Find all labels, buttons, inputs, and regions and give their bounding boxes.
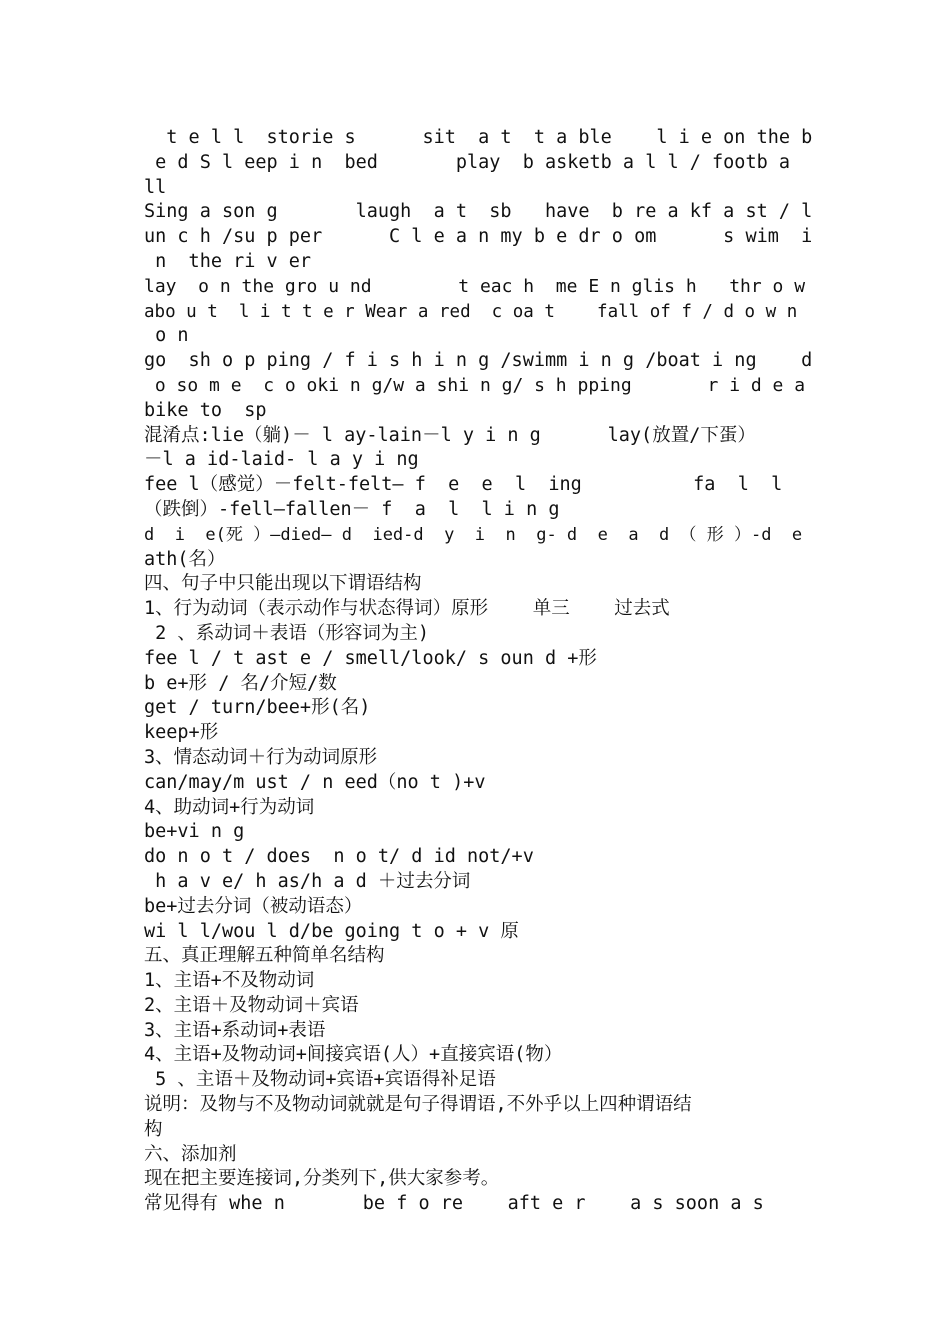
text-line: 构 [144,1118,163,1140]
text-line: 3、主语+系动词+表语 [144,1019,326,1041]
text-line: －l a id-laid- l a y i ng [144,449,419,471]
text-line: keep+形 [144,722,219,744]
text-line: o so m e c o oki n g/w a shi n g/ s h pping r i d e a [144,374,806,396]
text-line: wi l l/wou l d/be going t o + v 原 [144,920,519,942]
text-line: o n [144,325,189,347]
text-line: bike to sp [144,399,267,421]
document-page [144,126,812,1217]
text-line: ll [144,176,167,198]
text-line: 4、助动词+行为动词 [144,796,315,818]
text-line: fee l / t ast e / smell/look/ s oun d +形 [144,647,597,669]
text-line: 5 、主语＋及物动词+宾语+宾语得补足语 [144,1069,496,1091]
section-heading: 五、真正理解五种简单名结构 [144,945,385,967]
text-line: do n o t / does n o t/ d id not/+v [144,846,534,868]
text-line: 常见得有 whe n be f o re aft e r a s soon a s [144,1193,764,1215]
text-line: go sh o p ping / f i s h i n g /swimm i n g /boat i ng d [144,350,812,372]
section-heading: 六、添加剂 [144,1143,237,1165]
text-line: 说明：及物与不及物动词就就是句子得谓语,不外乎以上四种谓语结 [144,1094,692,1116]
text-line: Sing a son g laugh a t sb have b re a kf a st / l [144,201,812,223]
text-line: 3、情态动词＋行为动词原形 [144,746,378,768]
text-line: （跌倒）-fell—fallen－ f a l l i n g [144,498,560,520]
text-line: b e+形 / 名/介短/数 [144,672,337,694]
text-line: get / turn/bee+形(名) [144,697,371,719]
text-line: be+vi n g [144,821,245,843]
text-line: 2 、系动词＋表语（形容词为主) [144,622,430,644]
text-line: t e l l storie s sit a t t a ble l i e on the b [144,127,812,148]
text-line: be+过去分词（被动语态） [144,895,363,917]
text-line: 2、主语＋及物动词＋宾语 [144,994,359,1016]
text-line: e d S l eep i n bed play b asketb a l l / footb a [144,151,791,173]
text-line: 1、行为动词（表示动作与状态得词）原形 单三 过去式 [144,598,670,620]
text-line: ath(名） [144,548,226,570]
text-line: fee l（感觉）－felt-felt— f e e l ing fa l l [144,474,783,496]
text-line: n the ri v er [144,250,312,272]
text-line: can/may/m ust / n eed（no t )+v [144,771,486,793]
section-heading: 四、句子中只能出现以下谓语结构 [144,573,422,595]
text-line: 4、主语+及物动词+间接宾语(人）+直接宾语(物） [144,1044,563,1066]
text-line: h a v e/ h as/h a d ＋过去分词 [144,870,471,892]
text-line: 混淆点:lie（躺)－ l ay-lain－l y i n g lay(放置/下蛋） [144,424,756,446]
text-line: abo u t l i t t e r Wear a red c oa t fall of f / d o w n [144,301,798,322]
text-line: un c h /su p per C l e a n my b e dr o om s wim i [144,226,812,248]
text-line: 现在把主要连接词,分类列下,供大家参考。 [144,1168,500,1190]
text-line: d i e(死 ）—died— d ied-d y i n g- d e a d （ 形 ）-d e [144,524,803,545]
text-line: 1、主语+不及物动词 [144,970,315,992]
text-line: lay o n the gro u nd t eac h me E n glis h thr o w [144,275,806,297]
